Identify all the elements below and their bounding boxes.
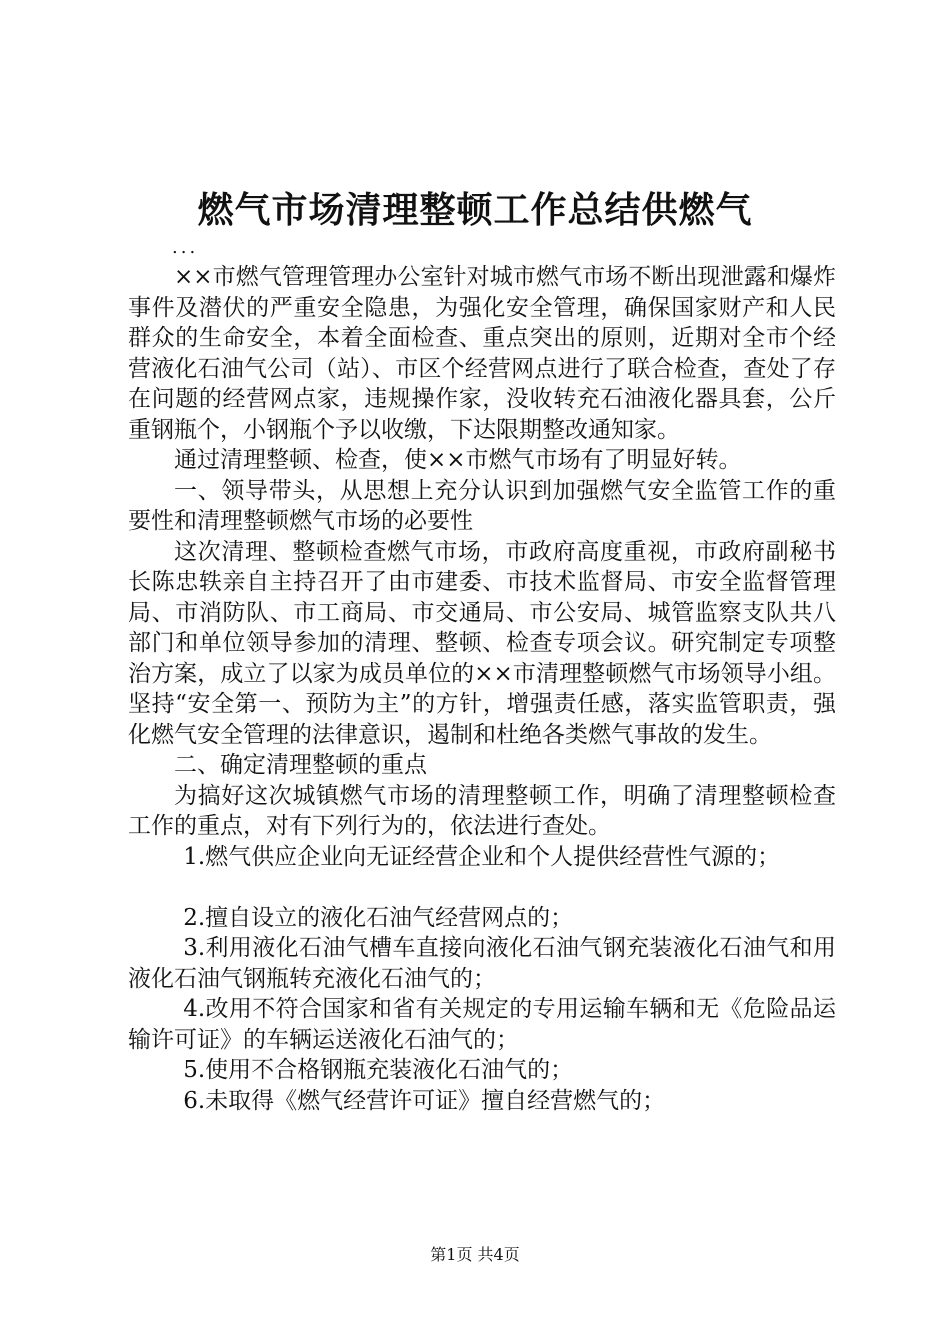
list-item: 2.擅自设立的液化石油气经营网点的； [183,904,574,931]
document-body [128,262,836,1116]
paragraph: ××市燃气管理管理办公室针对城市燃气市场不断出现泄露和爆炸事件及潜伏的严重安全隐患，为强化安全管理，确保国家财产和人民群众的生命安全，本着全面检查、重点突出的原则，近期对全市个经营液化石油气公司（站）、市区个经营网点进行了联合检查，查处了存在问题的经营网点家，违规操作家，没收转充石油液化器具套，公斤重钢瓶个，小钢瓶个予以收缴，下达限期整改通知家。 [128,264,836,443]
page-number-footer: 第1页 共4页 [430,1245,520,1264]
list-item: 1.燃气供应企业向无证经营企业和个人提供经营性气源的； [183,843,781,870]
paragraph: 通过清理整顿、检查，使××市燃气市场有了明显好转。 [174,447,742,473]
list-item: 5.使用不合格钢瓶充装液化石油气的； [183,1057,574,1083]
paragraph: 这次清理、整顿检查燃气市场，市政府高度重视，市政府副秘书长陈忠轶亲自主持召开了由市建委、市技术监督局、市安全监督管理局、市消防队、市工商局、市交通局、市公安局、城管监察支队共八部门和单位领导参加的清理、整顿、检查专项会议。研究制定专项整治方案，成立了以家为成员单位的××市清理整顿燃气市场领导小组。坚持“安全第一、预防为主”的方针，增强责任感，落实监管职责，强化燃气安全管理的法律意识，遏制和杜绝各类燃气事故的发生。 [128,538,836,748]
ellipsis: ... [172,237,199,258]
list-item: 3.利用液化石油气槽车直接向液化石油气钢充装液化石油气和用液化石油气钢瓶转充液化石油气的； [128,935,836,992]
list-item: 4.改用不符合国家和省有关规定的专用运输车辆和无《危险品运输许可证》的车辆运送液化石油气的； [128,996,836,1053]
section-heading: 一、领导带头，从思想上充分认识到加强燃气安全监管工作的重要性和清理整顿燃气市场的必要性 [128,477,836,534]
paragraph: 为搞好这次城镇燃气市场的清理整顿工作，明确了清理整顿检查工作的重点，对有下列行为的，依法进行查处。 [128,782,836,839]
section-heading: 二、确定清理整顿的重点 [174,752,427,778]
list-item: 6.未取得《燃气经营许可证》擅自经营燃气的； [183,1087,666,1114]
document-title: 燃气市场清理整顿工作总结供燃气 [197,189,753,231]
